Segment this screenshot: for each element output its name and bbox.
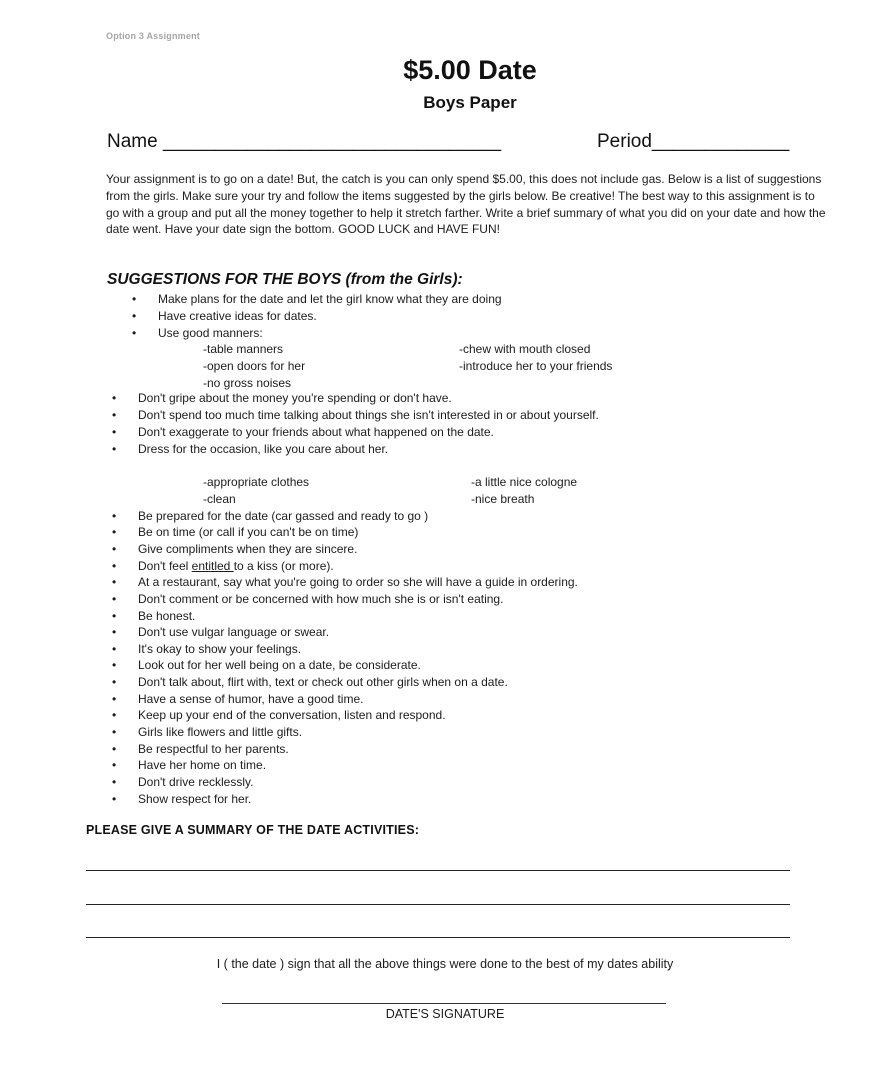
bullet-glyph: • — [112, 391, 117, 405]
list-item: Girls like flowers and little gifts. — [138, 725, 303, 739]
list-item: Make plans for the date and let the girl know what they are doing — [158, 292, 502, 306]
sub-item: -clean — [203, 492, 236, 506]
sub-item: -no gross noises — [203, 376, 292, 390]
signature-line — [222, 1003, 666, 1004]
sub-item: -open doors for her — [203, 359, 306, 373]
page-subtitle: Boys Paper — [423, 93, 517, 112]
bullet-glyph: • — [112, 408, 117, 422]
bullet-glyph: • — [112, 742, 117, 756]
summary-heading: PLEASE GIVE A SUMMARY OF THE DATE ACTIVITIES: — [86, 823, 420, 837]
list-item: Have creative ideas for dates. — [158, 309, 317, 323]
bullet-glyph: • — [132, 292, 137, 306]
signature-label: DATE'S SIGNATURE — [385, 1007, 505, 1021]
list-item: Be honest. — [138, 609, 196, 623]
list-item: Don't spend too much time talking about things she isn't interested in or about yourself. — [138, 408, 599, 422]
sub-item: -nice breath — [471, 492, 535, 506]
kiss-text-before: Don't feel — [138, 559, 192, 573]
list-item: Don't talk about, flirt with, text or check out other girls when on a date. — [138, 675, 508, 689]
list-item: Don't comment or be concerned with how much she is or isn't eating. — [138, 592, 504, 606]
list-item: Dress for the occasion, like you care about her. — [138, 442, 389, 456]
list-item: Be on time (or call if you can't be on time) — [138, 525, 359, 539]
name-field-line: Name ________________________________ — [107, 131, 502, 152]
bullet-glyph: • — [112, 592, 117, 606]
bullet-glyph: • — [112, 525, 117, 539]
bullet-glyph: • — [112, 425, 117, 439]
bullet-glyph: • — [112, 775, 117, 789]
sub-item: -table manners — [203, 342, 284, 356]
bullet-glyph: • — [112, 625, 117, 639]
bullet-glyph: • — [112, 442, 117, 456]
bullet-glyph: • — [112, 758, 117, 772]
bullet-glyph: • — [112, 642, 117, 656]
assignment-intro: Your assignment is to go on a date! But, the catch is you can only spend $5.00, this does not include gas. Below is a list of suggestions from the girls. Make sure your try and follow the items suggested by the girls below. Be creative! The best way to this assignment is to go with a group and put all the money together to help it stretch farther. Write a brief summary of what you did on your date and how the date went. Have your date sign the bottom. GOOD LUCK and HAVE FUN! — [106, 172, 826, 237]
bullet-glyph: • — [112, 792, 117, 806]
bullet-glyph: • — [112, 575, 117, 589]
list-item: Keep up your end of the conversation, listen and respond. — [138, 708, 446, 722]
page-title: $5.00 Date — [403, 55, 537, 85]
bullet-glyph: • — [112, 675, 117, 689]
summary-line — [86, 870, 790, 871]
list-item: It's okay to show your feelings. — [138, 642, 302, 656]
summary-line — [86, 937, 790, 938]
list-item: Be respectful to her parents. — [138, 742, 289, 756]
sign-statement: I ( the date ) sign that all the above things were done to the best of my dates ability — [216, 957, 674, 971]
list-item: Be prepared for the date (car gassed and ready to go ) — [138, 509, 429, 523]
list-item: Don't use vulgar language or swear. — [138, 625, 330, 639]
list-item: Don't drive recklessly. — [138, 775, 254, 789]
kiss-text-underlined: entitled — [191, 559, 234, 573]
bullet-glyph: • — [112, 708, 117, 722]
bullet-glyph: • — [112, 559, 117, 573]
bullet-glyph: • — [112, 509, 117, 523]
bullet-glyph: • — [112, 725, 117, 739]
bullet-glyph: • — [132, 309, 137, 323]
summary-line — [86, 904, 790, 905]
sub-item: -a little nice cologne — [471, 475, 578, 489]
list-item: Have her home on time. — [138, 758, 267, 772]
list-item: Use good manners: — [158, 326, 263, 340]
sub-item: -chew with mouth closed — [459, 342, 591, 356]
list-item: Don't exaggerate to your friends about what happened on the date. — [138, 425, 494, 439]
bullet-glyph: • — [112, 692, 117, 706]
bullet-glyph: • — [112, 658, 117, 672]
list-item: At a restaurant, say what you're going to order so she will have a guide in ordering. — [138, 575, 578, 589]
period-field-line: Period_____________ — [597, 131, 790, 152]
sub-item: -introduce her to your friends — [459, 359, 613, 373]
bullet-glyph: • — [112, 542, 117, 556]
list-item: Don't gripe about the money you're spending or don't have. — [138, 391, 452, 405]
header-note: Option 3 Assignment — [106, 31, 200, 41]
list-item: Give compliments when they are sincere. — [138, 542, 358, 556]
suggestions-heading: SUGGESTIONS FOR THE BOYS (from the Girls): — [107, 271, 463, 288]
bullet-glyph: • — [112, 609, 117, 623]
list-item: Show respect for her. — [138, 792, 252, 806]
list-item: Have a sense of humor, have a good time. — [138, 692, 364, 706]
list-item-kiss — [138, 558, 334, 574]
kiss-text-after: to a kiss (or more). — [233, 559, 334, 573]
sub-item: -appropriate clothes — [203, 475, 310, 489]
list-item: Look out for her well being on a date, be considerate. — [138, 658, 421, 672]
bullet-glyph: • — [132, 326, 137, 340]
